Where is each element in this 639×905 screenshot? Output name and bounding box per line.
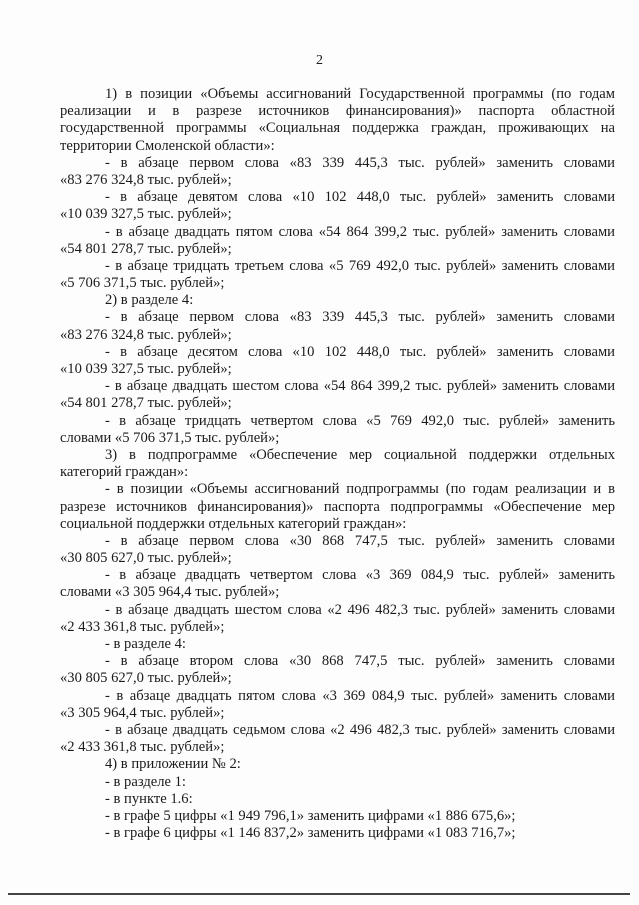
text-line: «10 039 327,5 тыс. рублей»;: [60, 206, 232, 223]
text-line: - в абзаце двадцать пятом слова «54 864 399,2 тыс. рублей» заменить словами: [105, 223, 615, 240]
text-line: 2) в разделе 4:: [105, 292, 194, 309]
text-line: 1) в позиции «Объемы ассигнований Государственной программы (по годам: [105, 86, 615, 102]
text-line: «30 805 627,0 тыс. рублей»;: [60, 670, 232, 687]
text-line: - в абзаце девятом слова «10 102 448,0 тыс. рублей» заменить словами: [105, 189, 615, 206]
text-line: словами «3 305 964,4 тыс. рублей»;: [60, 584, 280, 601]
text-line: государственной программы «Социальная поддержка граждан, проживающих на: [60, 120, 615, 137]
text-line: 4) в приложении № 2:: [105, 756, 241, 773]
text-line: - в графе 6 цифры «1 146 837,2» заменить цифрами «1 083 716,7»;: [105, 825, 516, 842]
text-line: «83 276 324,8 тыс. рублей»;: [60, 326, 232, 343]
text-line: «2 433 361,8 тыс. рублей»;: [60, 618, 225, 635]
text-line: разрезе источников финансирования)» паспорта подпрограммы «Обеспечение мер: [60, 498, 615, 515]
text-line: - в разделе 4:: [105, 636, 186, 652]
text-line: «5 706 371,5 тыс. рублей»;: [60, 275, 225, 292]
text-line: «83 276 324,8 тыс. рублей»;: [60, 171, 232, 188]
text-line: «30 805 627,0 тыс. рублей»;: [60, 550, 232, 567]
text-line: «54 801 278,7 тыс. рублей»;: [60, 395, 232, 412]
text-line: «10 039 327,5 тыс. рублей»;: [60, 361, 232, 377]
text-line: - в абзаце десятом слова «10 102 448,0 тыс. рублей» заменить словами: [105, 343, 615, 360]
text-line: - в абзаце двадцать шестом слова «54 864 399,2 тыс. рублей» заменить словами: [105, 378, 615, 395]
page-number: 2: [316, 53, 323, 68]
text-line: - в абзаце втором слова «30 868 747,5 тыс. рублей» заменить словами: [105, 653, 615, 670]
text-line: - в абзаце первом слова «83 339 445,3 тыс. рублей» заменить словами: [105, 309, 615, 326]
text-line: - в абзаце тридцать третьем слова «5 769 492,0 тыс. рублей» заменить словами: [105, 257, 615, 274]
text-line: - в абзаце первом слова «30 868 747,5 тыс. рублей» заменить словами: [105, 532, 615, 549]
text-line: - в абзаце двадцать шестом слова «2 496 482,3 тыс. рублей» заменить словами: [105, 601, 615, 618]
text-line: социальной поддержки отдельных категорий граждан»:: [60, 515, 407, 532]
text-line: категорий граждан»:: [60, 464, 189, 481]
text-line: - в абзаце двадцать четвертом слова «3 369 084,9 тыс. рублей» заменить: [105, 567, 615, 584]
text-line: - в абзаце первом слова «83 339 445,3 тыс. рублей» заменить словами: [105, 154, 615, 171]
text-line: - в графе 5 цифры «1 949 796,1» заменить цифрами «1 886 675,6»;: [105, 807, 516, 824]
text-line: «3 305 964,4 тыс. рублей»;: [60, 704, 225, 721]
bottom-rule: [8, 893, 630, 895]
text-line: 3) в подпрограмме «Обеспечение мер социальной поддержки отдельных: [105, 446, 615, 463]
text-line: - в абзаце двадцать пятом слова «3 369 084,9 тыс. рублей» заменить словами: [105, 687, 615, 704]
text-line: - в разделе 1:: [105, 773, 186, 790]
text-line: словами «5 706 371,5 тыс. рублей»;: [60, 429, 280, 446]
text-line: «54 801 278,7 тыс. рублей»;: [60, 240, 232, 257]
text-line: территории Смоленской области»:: [60, 137, 275, 154]
text-line: - в позиции «Объемы ассигнований подпрограммы (по годам реализации и в: [105, 481, 615, 498]
document-body: [60, 86, 615, 842]
text-line: реализации и в разрезе источников финансирования)» паспорта областной: [60, 103, 615, 120]
text-line: «2 433 361,8 тыс. рублей»;: [60, 739, 225, 756]
text-line: - в абзаце тридцать четвертом слова «5 769 492,0 тыс. рублей» заменить: [105, 412, 615, 429]
text-line: - в абзаце двадцать седьмом слова «2 496 482,3 тыс. рублей» заменить словами: [105, 721, 615, 738]
text-line: - в пункте 1.6:: [105, 790, 193, 807]
